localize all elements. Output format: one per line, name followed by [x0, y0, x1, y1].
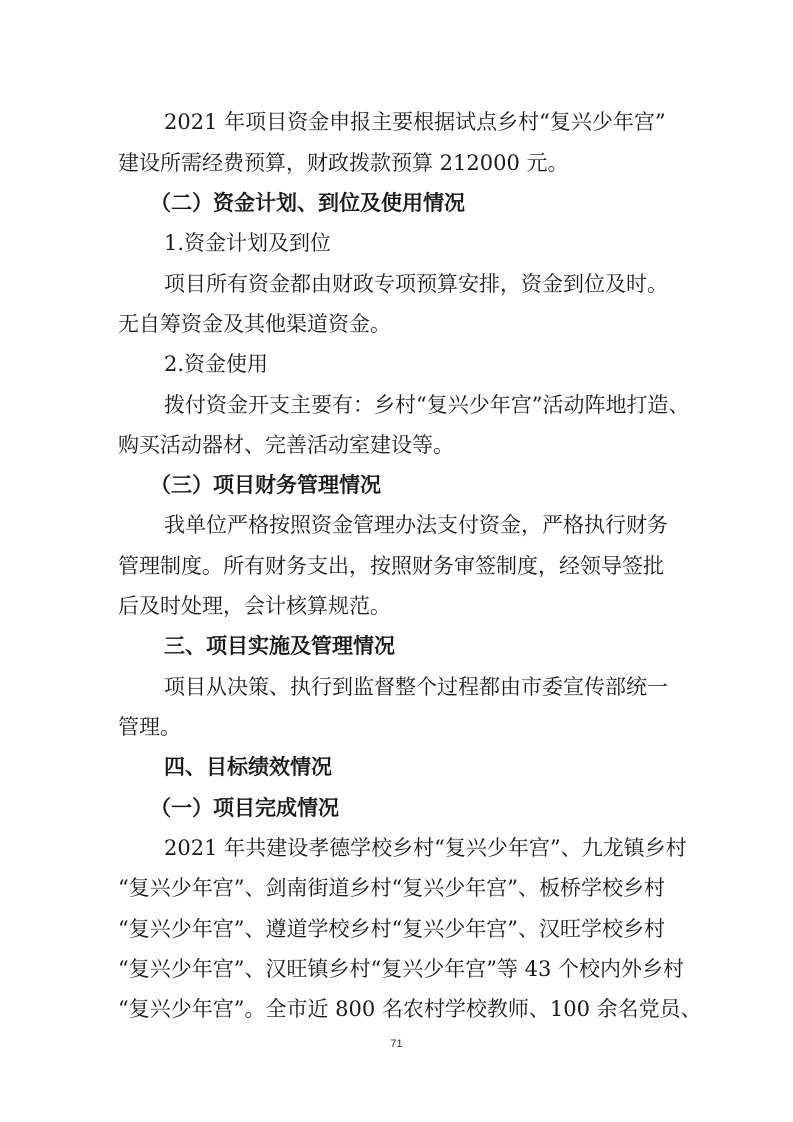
paragraph-line: “复兴少年宫”、剑南街道乡村“复兴少年宫”、板桥学校乡村	[118, 876, 665, 900]
chapter-heading: 四、目标绩效情况	[164, 755, 332, 779]
section-heading: （二）资金计划、到位及使用情况	[150, 191, 465, 215]
chapter-heading: 三、项目实施及管理情况	[164, 634, 395, 658]
paragraph-line: 2021 年共建设孝德学校乡村“复兴少年宫”、九龙镇乡村	[164, 836, 687, 860]
section-heading: （一）项目完成情况	[150, 796, 339, 820]
paragraph-line: “复兴少年宫”、汉旺镇乡村“复兴少年宫”等 43 个校内外乡村	[118, 957, 685, 981]
paragraph-line: 建设所需经费预算，财政拨款预算 212000 元。	[118, 151, 569, 175]
page-number: 71	[390, 1038, 403, 1050]
paragraph-line: 后及时处理，会计核算规范。	[118, 594, 391, 618]
paragraph-line: 管理制度。所有财务支出，按照财务审签制度，经领导签批	[118, 554, 664, 578]
paragraph-line: 2021 年项目资金申报主要根据试点乡村“复兴少年宫”	[164, 110, 666, 134]
paragraph-line: 管理。	[118, 715, 181, 739]
paragraph-line: 项目从决策、执行到监督整个过程都由市委宣传部统一	[164, 675, 668, 699]
paragraph-line: 我单位严格按照资金管理办法支付资金，严格执行财务	[164, 513, 668, 537]
paragraph-line: “复兴少年宫”。全市近 800 名农村学校教师、100 余名党员、	[118, 997, 702, 1021]
paragraph-line: “复兴少年宫”、遵道学校乡村“复兴少年宫”、汉旺学校乡村	[118, 917, 665, 941]
paragraph-line: 拨付资金开支主要有：乡村“复兴少年宫”活动阵地打造、	[164, 393, 690, 417]
paragraph-line: 2.资金使用	[164, 352, 269, 376]
paragraph-line: 项目所有资金都由财政专项预算安排，资金到位及时。	[164, 272, 668, 296]
paragraph-line: 无自筹资金及其他渠道资金。	[118, 312, 391, 336]
paragraph-line: 1.资金计划及到位	[164, 231, 332, 255]
section-heading: （三）项目财务管理情况	[150, 473, 381, 497]
paragraph-line: 购买活动器材、完善活动室建设等。	[118, 433, 454, 457]
